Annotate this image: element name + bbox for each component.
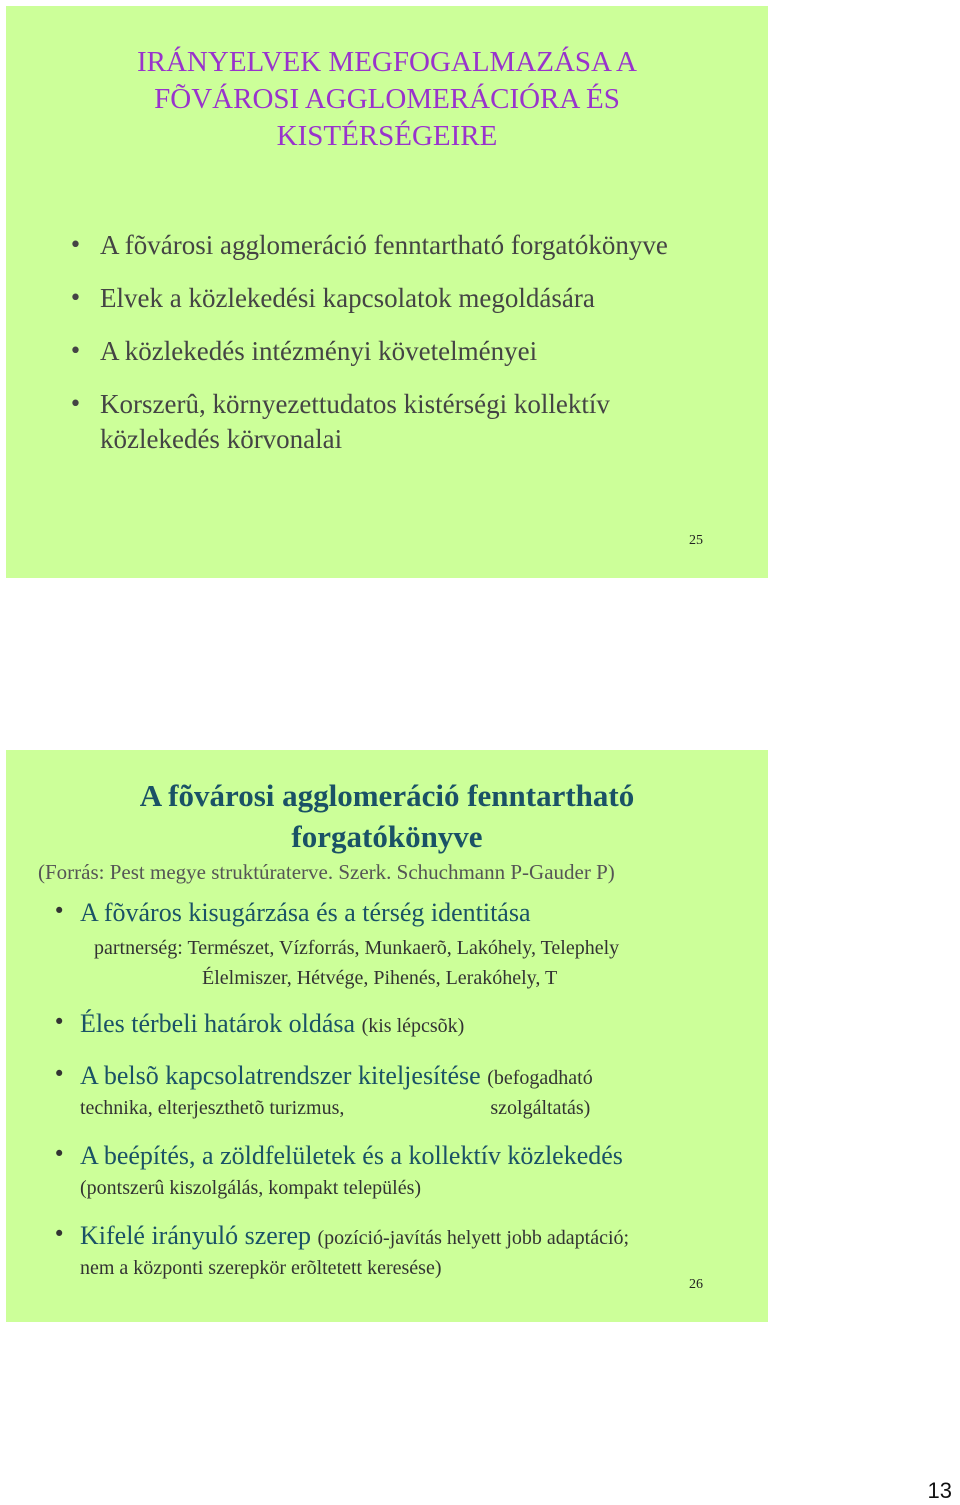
list-item	[6, 1219, 768, 1283]
bullet-text: A beépítés, a zöldfelületek és a kollektív közlekedés	[80, 1141, 623, 1170]
bullet-icon: •	[53, 1010, 66, 1034]
bullet-text: Elvek a közlekedési kapcsolatok megoldására	[100, 283, 595, 313]
bullet-icon: •	[69, 233, 82, 258]
source-note: (Forrás: Pest megye struktúraterve. Szerk. Schuchmann P-Gauder P)	[38, 860, 615, 884]
bullet-note: (befogadható	[487, 1067, 593, 1089]
slide-number: 26	[689, 1277, 703, 1292]
list-item	[6, 1139, 768, 1203]
bullet-subtext	[80, 1093, 728, 1123]
list-item	[6, 387, 768, 457]
list-item	[6, 281, 768, 316]
slide-title	[6, 44, 768, 155]
title-line: KISTÉRSÉGEIRE	[276, 120, 498, 152]
bullet-icon: •	[69, 392, 82, 417]
bullet-list	[6, 896, 768, 1283]
bullet-list	[6, 228, 768, 457]
title-line: forgatókönyve	[291, 819, 483, 854]
bullet-text	[80, 1007, 728, 1041]
bullet-subtext-part: szolgáltatás)	[490, 1097, 591, 1119]
bullet-subtext: Élelmiszer, Hétvége, Pihenés, Lerakóhely, T	[202, 967, 558, 989]
slide-26	[6, 750, 768, 1322]
bullet-text	[80, 1059, 728, 1093]
bullet-main: A belsõ kapcsolatrendszer kiteljesítése	[80, 1061, 481, 1090]
slide-number: 25	[689, 533, 703, 548]
slide-25	[6, 6, 768, 578]
bullet-note: (kis lépcsõk)	[361, 1015, 465, 1037]
page-number: 13	[927, 1478, 952, 1503]
bullet-main: Éles térbeli határok oldása	[80, 1009, 356, 1038]
list-item	[6, 1007, 768, 1041]
title-line: IRÁNYELVEK MEGFOGALMAZÁSA A	[136, 46, 637, 78]
list-item	[6, 1059, 768, 1123]
slide-title	[6, 775, 768, 857]
bullet-icon: •	[53, 1142, 66, 1166]
list-item	[6, 896, 768, 993]
list-item	[6, 334, 768, 369]
bullet-note: (pozíció-javítás helyett jobb adaptáció;	[317, 1227, 630, 1249]
bullet-subtext-part: technika, elterjeszthetõ turizmus,	[80, 1097, 345, 1119]
bullet-subtext: nem a központi szerepkör erõltetett keresése)	[80, 1257, 442, 1279]
bullet-icon: •	[53, 1062, 66, 1086]
bullet-icon: •	[53, 1222, 66, 1246]
bullet-main: Kifelé irányuló szerep	[80, 1221, 312, 1250]
bullet-icon: •	[69, 339, 82, 364]
bullet-text: A közlekedés intézményi követelményei	[100, 336, 538, 366]
bullet-text: A fõvárosi agglomeráció fenntartható forgatókönyve	[100, 230, 668, 260]
bullet-text: Korszerû, környezettudatos kistérségi kollektív közlekedés körvonalai	[100, 389, 610, 454]
bullet-text: A fõváros kisugárzása és a térség identitása	[80, 898, 531, 927]
title-line: FÕVÁROSI AGGLOMERÁCIÓRA ÉS	[154, 83, 620, 115]
bullet-text	[80, 1219, 728, 1253]
bullet-subtext: partnerség: Természet, Vízforrás, Munkaerõ, Lakóhely, Telephely	[94, 937, 620, 959]
bullet-subtext: (pontszerû kiszolgálás, kompakt település)	[80, 1177, 422, 1199]
bullet-icon: •	[53, 899, 66, 923]
bullet-icon: •	[69, 286, 82, 311]
title-line: A fõvárosi agglomeráció fenntartható	[139, 778, 635, 813]
list-item	[6, 228, 768, 263]
